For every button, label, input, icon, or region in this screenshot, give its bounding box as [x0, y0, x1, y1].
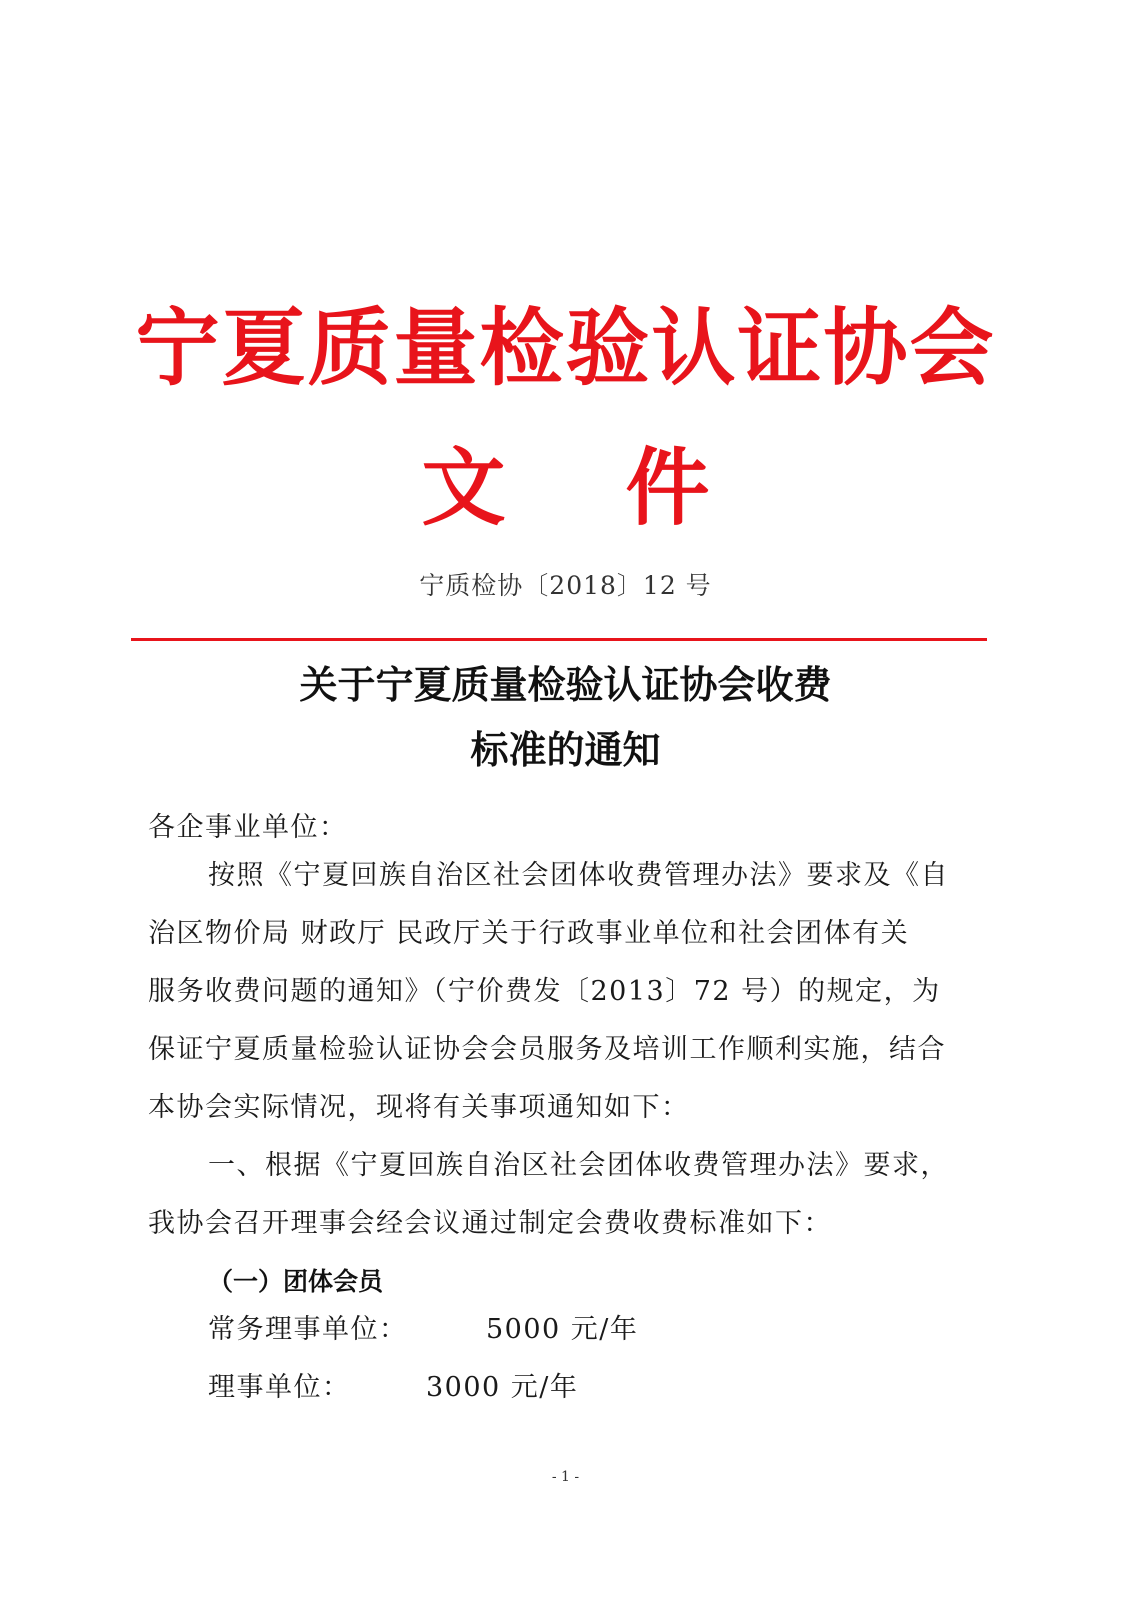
- fee-amount: 3000 元/年: [426, 1372, 579, 1403]
- document-label: [0, 438, 1131, 538]
- paragraph-1-line-2: 治区物价局 财政厅 民政厅关于行政事业单位和社会团体有关: [148, 918, 910, 949]
- paragraph-2-line-2: 我协会召开理事会经会议通过制定会费收费标准如下：: [148, 1208, 832, 1239]
- fee-label: 理事单位：: [208, 1372, 351, 1403]
- paragraph-2-line-1: 一、根据《宁夏回族自治区社会团体收费管理办法》要求，: [208, 1150, 949, 1181]
- fee-row-executive-director: [208, 1310, 639, 1350]
- document-number: 宁质检协〔2018〕12 号: [419, 571, 712, 600]
- organization-title: 宁夏质量检验认证协会: [135, 299, 996, 397]
- paragraph-1-line-1: 按照《宁夏回族自治区社会团体收费管理办法》要求及《自: [208, 860, 949, 891]
- paragraph-1-line-4: 保证宁夏质量检验认证协会会员服务及培训工作顺利实施，结合: [148, 1034, 946, 1065]
- fee-row-director: [208, 1368, 579, 1408]
- page-number: - 1 -: [551, 1469, 580, 1485]
- document-label-right: 件: [625, 439, 710, 537]
- paragraph-1-line-3: 服务收费问题的通知》（宁价费发〔2013〕72 号）的规定，为: [148, 976, 941, 1007]
- section-heading-group-members: （一）团体会员: [208, 1267, 384, 1296]
- notice-title-line-1: 关于宁夏质量检验认证协会收费: [299, 663, 832, 707]
- document-label-left: 文: [421, 439, 506, 537]
- salutation: 各企事业单位：: [148, 812, 348, 843]
- red-divider: [131, 638, 987, 641]
- notice-title-line-2: 标准的通知: [470, 728, 661, 772]
- fee-label: 常务理事单位：: [208, 1314, 408, 1345]
- paragraph-1-line-5: 本协会实际情况，现将有关事项通知如下：: [148, 1092, 690, 1123]
- fee-amount: 5000 元/年: [486, 1314, 639, 1345]
